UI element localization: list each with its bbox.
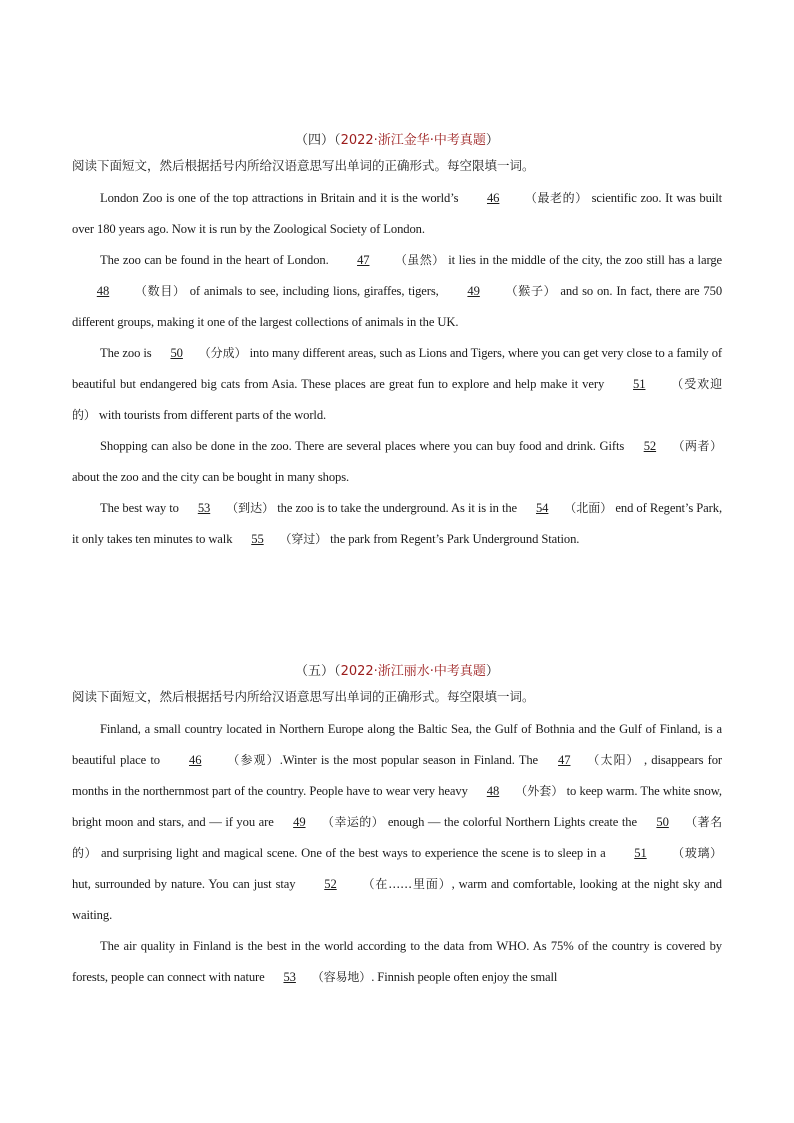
hint-53: （到达） bbox=[226, 501, 275, 515]
blank-s5-47[interactable]: 47 bbox=[558, 753, 571, 767]
hint-s5-48: （外套） bbox=[514, 784, 564, 798]
section-5 bbox=[72, 662, 722, 993]
hint-s5-52: （在……里面） bbox=[361, 877, 452, 891]
s4-paragraph-3: The zoo is 50 （分成） into many different areas, such as Lions and Tigers, where you can get very close to a family of beautiful but endangered big cats from Asia. These places are great fun to explore and help make it very 51 （受欢迎的） with tourists from different parts of the world. bbox=[72, 338, 722, 431]
blank-47[interactable]: 47 bbox=[357, 253, 370, 267]
hint-47: （虽然） bbox=[394, 253, 445, 267]
hint-52: （两者） bbox=[671, 439, 722, 453]
blank-s5-52[interactable]: 52 bbox=[324, 877, 337, 891]
section-4-instruction: 阅读下面短文，然后根据括号内所给汉语意思写出单词的正确形式。每空限填一词。 bbox=[72, 158, 535, 173]
hint-48: （数目） bbox=[134, 284, 186, 298]
blank-48[interactable]: 48 bbox=[96, 284, 110, 298]
hint-46: （最老的） bbox=[524, 191, 588, 205]
section-5-title: （五）（2022·浙江丽水·中考真题） bbox=[295, 664, 499, 679]
s4-paragraph-4: Shopping can also be done in the zoo. There are several places where you can buy food and drink. Gifts 52 （两者） about the zoo and the city can be bought in many shops. bbox=[72, 431, 722, 493]
blank-49[interactable]: 49 bbox=[467, 284, 480, 298]
blank-s5-51[interactable]: 51 bbox=[634, 846, 647, 860]
blank-s5-46[interactable]: 46 bbox=[189, 753, 202, 767]
hint-s5-47: （太阳） bbox=[586, 753, 640, 767]
hint-s5-50: （著名的） bbox=[72, 815, 722, 860]
blank-46[interactable]: 46 bbox=[486, 191, 500, 205]
hint-54: （北面） bbox=[564, 501, 613, 515]
section-4-title: （四）（2022·浙江金华·中考真题） bbox=[295, 133, 499, 148]
hint-51: （受欢迎的） bbox=[72, 377, 722, 422]
s5-paragraph-1: Finland, a small country located in Northern Europe along the Baltic Sea, the Gulf of Bothnia and the Gulf of Finland, is a beautiful place to 46 （参观）.Winter is the most popular season in Finland. The 47 （太阳） , disappears for months in the northernmost part of the country. People have to wear very heavy 48 （外套） to keep warm. The white snow, bright moon and stars, and — if you are 49 （幸运的） enough — the colorful Northern Lights create the 50 （著名的） and surprising light and magical scene. One of the best ways to experience the scene is to sleep in a 51 （玻璃） hut, surrounded by nature. You can just stay 52 （在……里面）, warm and comfortable, looking at the night sky and waiting. bbox=[72, 722, 723, 922]
hint-55: （穿过） bbox=[279, 532, 328, 546]
blank-s5-53[interactable]: 53 bbox=[283, 970, 296, 984]
blank-55[interactable]: 55 bbox=[251, 532, 264, 546]
section-5-source: 2022·浙江丽水·中考真题 bbox=[340, 664, 486, 679]
blank-54[interactable]: 54 bbox=[535, 501, 549, 515]
blank-51[interactable]: 51 bbox=[633, 377, 646, 391]
hint-49: （猴子） bbox=[504, 284, 557, 298]
blank-s5-49[interactable]: 49 bbox=[293, 815, 306, 829]
hint-s5-51: （玻璃） bbox=[671, 846, 722, 860]
blank-s5-50[interactable]: 50 bbox=[656, 815, 669, 829]
s4-paragraph-5: The best way to 53 （到达） the zoo is to take the underground. As it is in the 54 （北面） end of Regent’s Park, it only takes ten minutes to walk 55 （穿过） the park from Regent’s Park Underground Station. bbox=[72, 493, 722, 555]
hint-s5-53: （容易地） bbox=[311, 970, 372, 984]
section-5-instruction: 阅读下面短文，然后根据括号内所给汉语意思写出单词的正确形式。每空限填一词。 bbox=[72, 689, 535, 704]
blank-50[interactable]: 50 bbox=[170, 346, 183, 360]
hint-s5-46: （参观） bbox=[226, 753, 280, 767]
section-4 bbox=[72, 131, 722, 555]
s4-paragraph-1: London Zoo is one of the top attractions in Britain and it is the world’s 46 （最老的） scientific zoo. It was built over 180 years ago. Now it is run by the Zoological Society of London. bbox=[72, 183, 722, 245]
section-4-source: 2022·浙江金华·中考真题 bbox=[340, 133, 486, 148]
s4-paragraph-2: The zoo can be found in the heart of London. 47 （虽然） it lies in the middle of the city, the zoo still has a large 48 （数目） of animals to see, including lions, giraffes, tigers, 49 （猴子） and so on. In fact, there are 750 different groups, making it one of the largest collections of animals in the UK. bbox=[72, 245, 722, 338]
blank-s5-48[interactable]: 48 bbox=[486, 784, 500, 798]
hint-50: （分成） bbox=[198, 346, 247, 360]
blank-52[interactable]: 52 bbox=[643, 439, 657, 453]
s5-paragraph-2: The air quality in Finland is the best in the world according to the data from WHO. As 75% of the country is covered by forests, people can connect with nature 53 （容易地）. Finnish people often enjoy the small bbox=[72, 931, 722, 993]
hint-s5-49: （幸运的） bbox=[321, 815, 385, 829]
blank-53[interactable]: 53 bbox=[197, 501, 211, 515]
